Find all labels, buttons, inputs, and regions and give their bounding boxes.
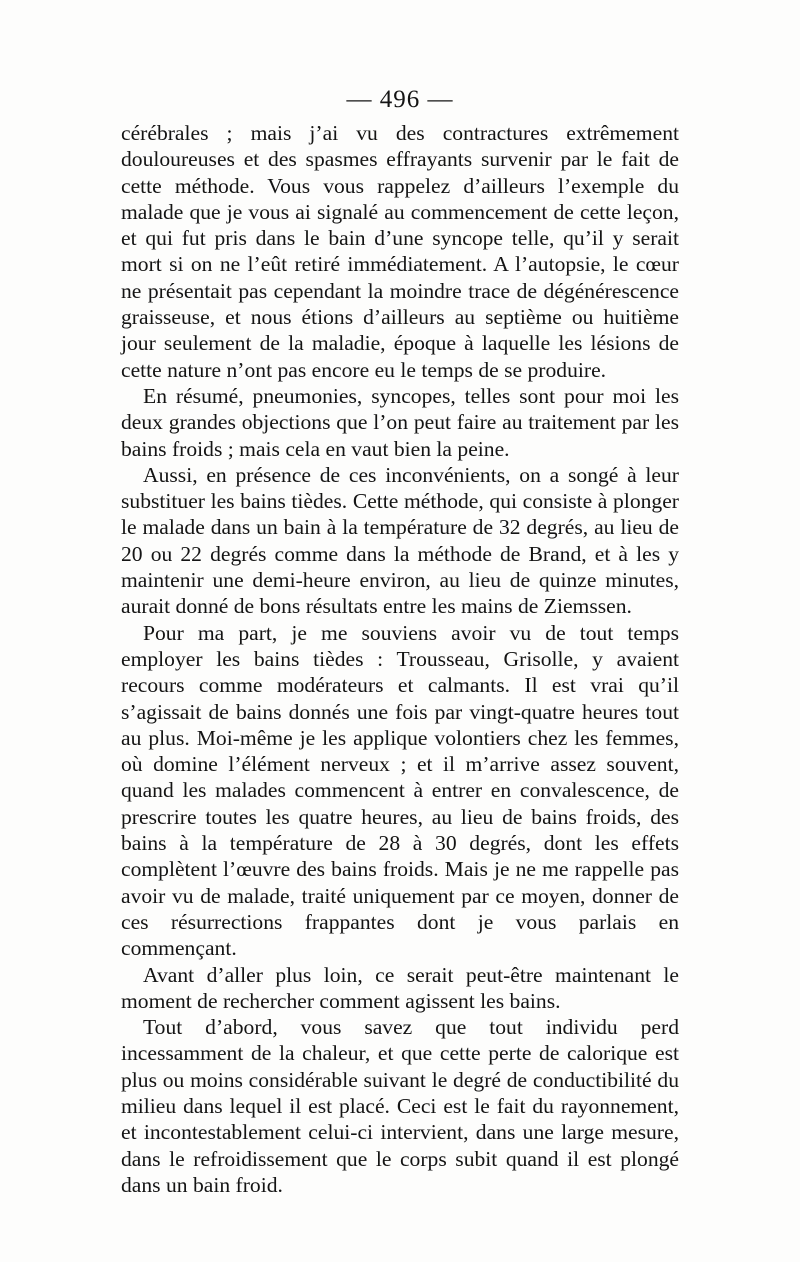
paragraph-tepid-baths: Aussi, en présence de ces inconvénients, on a songé à leur substituer les bains tièdes. Cette méthode, qui consiste à plonger le malade dans un bain à la température de 32 degrés, au lieu de 20 ou 22 degrés comme dans la méthode de Brand, et à les y maintenir une demi-heure environ, au lieu de quinze minutes, aurait donné de bons résultats entre les mains de Ziemssen. [121,462,679,619]
paragraph-continuation: cérébrales ; mais j’ai vu des contractures extrêmement douloureuses et des spasmes effrayants survenir par le fait de cette méthode. Vous vous rappelez d’ailleurs l’exemple du malade que je vous ai signalé au commencement de cette leçon, et qui fut pris dans le bain d’une syncope telle, qu’il y serait mort si on ne l’eût retiré immédiatement. A l’autopsie, le cœur ne présentait pas cependant la moindre trace de dégénérescence graisseuse, et nous étions d’ailleurs au septième ou huitième jour seulement de la maladie, époque à laquelle les lésions de cette nature n’ont pas encore eu le temps de se produire. [121,121,679,382]
paragraph-summary: En résumé, pneumonies, syncopes, telles sont pour moi les deux grandes objections que l’on peut faire au traitement par les bains froids ; mais cela en vaut bien la peine. [121,383,679,461]
paragraph-transition: Avant d’aller plus loin, ce serait peut-être maintenant le moment de rechercher comment agissent les bains. [121,962,679,1013]
body-text [121,120,679,1198]
paragraph-heat-loss: Tout d’abord, vous savez que tout individu perd incessamment de la chaleur, et que cette perte de calorique est plus ou moins considérable suivant le degré de conductibilité du milieu dans lequel il est placé. Ceci est le fait du rayonnement, et incontestablement celui-ci intervient, dans une large mesure, dans le refroidissement que le corps subit quand il est plongé dans un bain froid. [121,1015,679,1197]
paragraph-personal-practice: Pour ma part, je me souviens avoir vu de tout temps employer les bains tièdes : Trousseau, Grisolle, y avaient recours comme modérateurs et calmants. Il est vrai qu’il s’agissait de bains donnés une fois par vingt-quatre heures tout au plus. Moi-même je les applique volontiers chez les femmes, où domine l’élément nerveux ; et il m’arrive assez souvent, quand les malades commencent à entrer en convalescence, de prescrire toutes les quatre heures, au lieu de bains froids, des bains à la température de 28 à 30 degrés, dont les effets complètent l’œuvre des bains froids. Mais je ne me rappelle pas avoir vu de malade, traité uniquement par ce moyen, donner de ces résurrections frappantes dont je vous parlais en commençant. [121,620,679,961]
page-number: — 496 — [346,86,454,113]
